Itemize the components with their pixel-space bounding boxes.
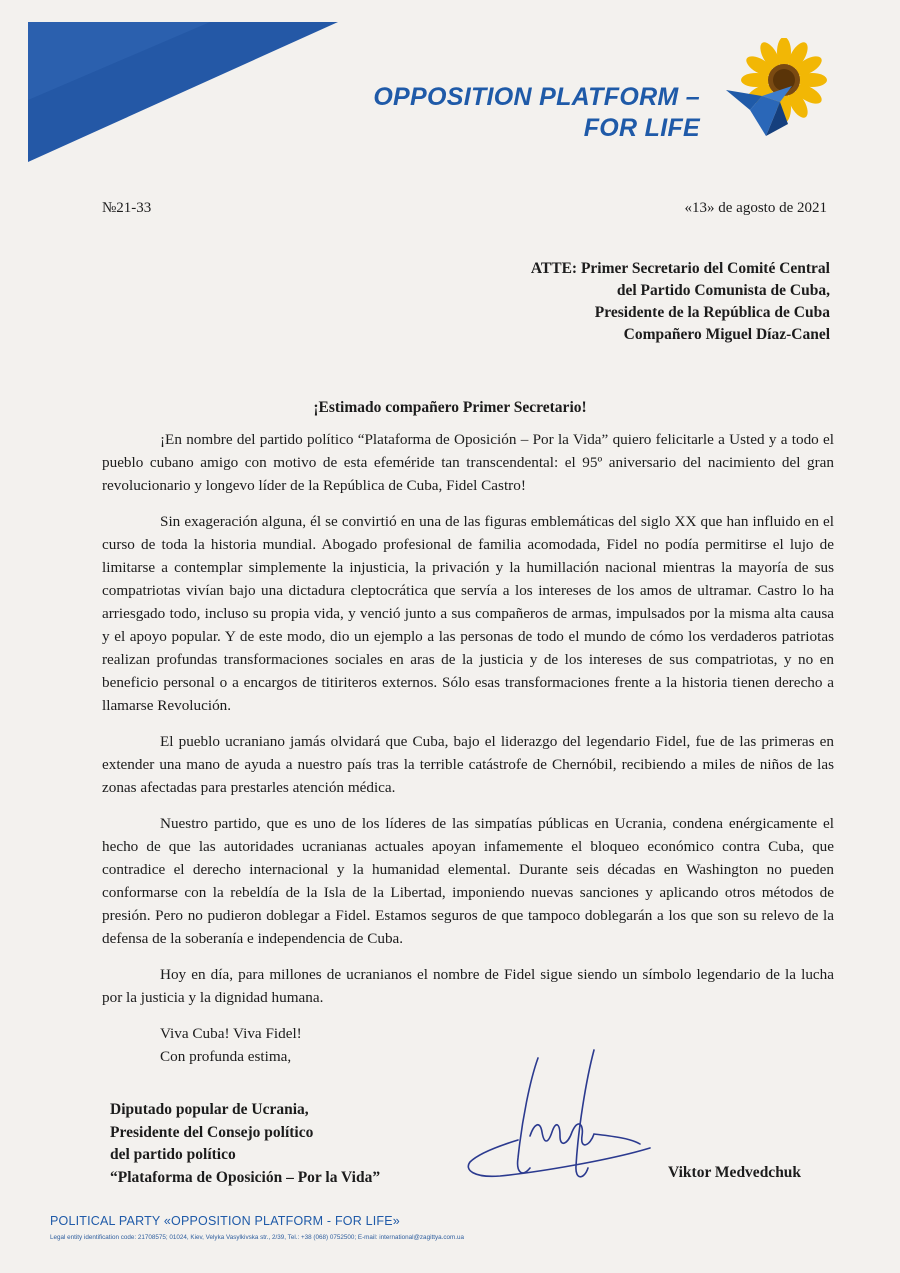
handwritten-signature (460, 1040, 660, 1190)
body-paragraph: Sin exageración alguna, él se convirtió en una de las figuras emblemáticas del siglo XX que han influido en el curso de toda la historia mundial. Abogado profesional de familia acomodada, Fidel no podía permitirse el lujo de limitarse a contemplar simplemente la injusticia, la privación y la humillación nacional mientras la mayoría de sus compatriotas vivían bajo una dictadura cleptocrática que servía a los intereses de los amos de ultramar. Castro lo ha arriesgado todo, incluso su propia vida, y venció junto a sus compañeros de armas, impulsados por la misma alta causa y el apoyo popular. Y de este modo, dio un ejemplo a las personas de todo el mundo de cómo los verdaderos patriotas realizan profundas transformaciones sociales en aras de la justicia y de los intereses de sus compatriotas, y no en beneficio personal o a encargos de titiriteros externos. Sólo esas transformaciones frente a la historia tienen derecho a llamarse Revolución. (102, 513, 834, 714)
signer-title-block (110, 1099, 380, 1189)
signer-title-line: del partido político (110, 1146, 236, 1163)
addressee-block (531, 258, 830, 346)
signer-title-line: “Plataforma de Oposición – Por la Vida” (110, 1168, 381, 1186)
body-paragraph: Hoy en día, para millones de ucranianos el nombre de Fidel sigue siendo un símbolo legendario de la lucha por la justicia y la dignidad humana. (102, 966, 834, 1006)
addressee-line: Compañero Miguel Díaz-Canel (623, 326, 830, 343)
body-paragraph: El pueblo ucraniano jamás olvidará que Cuba, bajo el liderazgo del legendario Fidel, fue de las primeras en extender una mano de ayuda a nuestro país tras la terrible catástrofe de Chernóbil, recibiendo a miles de niños de las zonas afectadas para prestarles atención médica. (102, 733, 834, 796)
corner-decoration (0, 0, 340, 165)
letter-body (102, 428, 834, 1058)
closing-phrase: Con profunda estima, (160, 1048, 292, 1065)
body-paragraph: Nuestro partido, que es uno de los líderes de las simpatías públicas en Ucrania, condena enérgicamente el hecho de que las autoridades ucranianas actuales apoyan infamemente el bloqueo económico contra Cuba, que contradice el derecho internacional y la humanidad elemental. Durante seis décadas en Washington no pueden conformarse con la rebeldía de la Isla de la Libertad, imponiendo nuevas sanciones y aplicando otros métodos de presión. Pero no pudieron doblegar a Fidel. Estamos seguros de que tampoco doblegarán a los que son su relevo de la defensa de la soberanía e independencia de Cuba. (102, 815, 834, 947)
signer-title-line: Presidente del Consejo político (110, 1123, 314, 1141)
body-paragraph: ¡En nombre del partido político “Plataforma de Oposición – Por la Vida” quiero felicitarle a Usted y a todo el pueblo cubano amigo con motivo de esta efeméride tan transcendental: el 95º aniversario del nacimiento del gran revolucionario y longevo líder de la República de Cuba, Fidel Castro! (102, 431, 834, 494)
brand-wordmark (360, 82, 700, 144)
addressee-line: Presidente de la República de Cuba (594, 304, 830, 321)
sunflower-dove-logo-icon (722, 38, 832, 148)
letter-date: «13» de agosto de 2021 (684, 200, 827, 216)
footer-party-line: POLITICAL PARTY «OPPOSITION PLATFORM - FOR LIFE» (50, 1214, 400, 1228)
brand-line-1: OPPOSITION PLATFORM – (373, 83, 700, 111)
addressee-line: ATTE: Primer Secretario del Comité Central (530, 260, 830, 277)
signer-name: Viktor Medvedchuk (668, 1164, 802, 1181)
signer-title-line: Diputado popular de Ucrania, (110, 1101, 309, 1118)
body-paragraph: Viva Cuba! Viva Fidel! (160, 1025, 302, 1042)
salutation: ¡Estimado compañero Primer Secretario! (313, 399, 587, 416)
footer-legal-line: Legal entity identification code: 21708575; 01024, Kiev, Velyka Vasylkivska str., 2/39, Tel.: +38 (068) 0752500; E-mail: international@zagittya.com.ua (50, 1234, 465, 1241)
brand-line-2: FOR LIFE (583, 114, 700, 142)
addressee-line: del Partido Comunista de Cuba, (616, 282, 830, 299)
registration-number: №21-33 (102, 200, 152, 216)
